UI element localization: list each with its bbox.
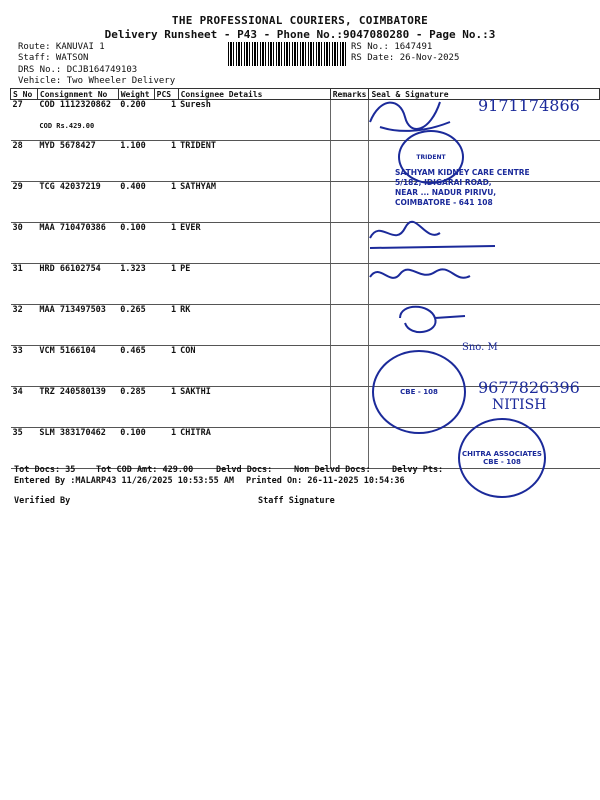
rs-number: RS No.: 1647491 [351,42,433,52]
cell-consignment: MAA 710470386 [37,223,118,264]
col-consignee: Consignee Details [178,89,330,100]
sathyam-stamp-line: SATHYAM KIDNEY CARE CENTRE [395,168,530,177]
delivery-points: Delvy Pts: [392,465,444,475]
drs-number: DRS No.: DCJB164749103 [18,65,138,75]
cell-sno: 28 [11,141,38,182]
cell-consignment: MAA 713497503 [37,305,118,346]
cell-weight: 0.285 [118,387,154,428]
cell-consignment: HRD 66102754 [37,264,118,305]
cell-remarks [330,141,369,182]
cell-weight: 0.465 [118,346,154,387]
cell-consignee: EVER [178,223,330,264]
cell-consignee: SATHYAM [178,182,330,223]
cell-remarks [330,305,369,346]
chitra-stamp-text: CHITRA ASSOCIATES [462,450,542,458]
cell-sno: 33 [11,346,38,387]
sathyam-stamp-line: NEAR ... NADUR PIRIVU, [395,188,497,197]
cell-remarks [330,387,369,428]
chitra-stamp-sub: CBE - 108 [483,458,521,466]
barcode-graphic [228,42,347,66]
cell-sno: 30 [11,223,38,264]
handwritten-phone-1: 9171174866 [478,96,580,115]
rs-date: RS Date: 26-Nov-2025 [351,53,460,63]
cell-consignee: Suresh [178,100,330,141]
signature-scribble [365,218,505,258]
cell-pcs: 1 [154,182,178,223]
col-weight: Weight [118,89,154,100]
vehicle-label: Vehicle: Two Wheeler Delivery [18,76,176,86]
cell-pcs: 1 [154,141,178,182]
cell-pcs: 1 [154,346,178,387]
cod-note: COD Rs.429.00 [39,122,95,130]
cell-weight: 1.100 [118,141,154,182]
handwritten-signature-33: Sno. M [462,342,498,353]
cell-consignee: CHITRA [178,428,330,469]
cell-weight: 0.100 [118,223,154,264]
cell-consignment: SLM 383170462 [37,428,118,469]
entered-by: Entered By :MALARP43 11/26/2025 10:53:55 AM [14,476,235,486]
cell-consignee: PE [178,264,330,305]
cell-consignment [37,100,118,141]
cell-sno: 31 [11,264,38,305]
cell-weight: 0.200 [118,100,154,141]
cell-weight: 0.100 [118,428,154,469]
handwritten-name: NITISH [492,397,547,413]
cell-remarks [330,428,369,469]
cell-remarks [330,182,369,223]
cell-consignment: MYD 5678427 [37,141,118,182]
cell-remarks [330,264,369,305]
round-company-stamp: CBE - 108 [372,350,466,434]
delivered-docs: Delvd Docs: [216,465,273,475]
total-cod-amount: Tot COD Amt: 429.00 [96,465,194,475]
cell-consignment: TCG 42037219 [37,182,118,223]
non-delivered-docs: Non Delvd Docs: [294,465,371,475]
table-row [11,305,600,346]
cell-consignee: RK [178,305,330,346]
sathyam-stamp-line: 5/182, IDIGARAI ROAD, [395,178,492,187]
consignment-no: COD 1112320862 [39,100,112,110]
col-seal: Seal & Signature [369,89,600,100]
col-consignment: Consignment No [37,89,118,100]
cell-weight: 0.265 [118,305,154,346]
cell-pcs: 1 [154,100,178,141]
cell-consignee: SAKTHI [178,387,330,428]
cell-consignment: TRZ 240580139 [37,387,118,428]
cell-weight: 0.400 [118,182,154,223]
cell-sno: 34 [11,387,38,428]
company-title: THE PROFESSIONAL COURIERS, COIMBATORE [171,14,429,27]
cell-pcs: 1 [154,223,178,264]
total-docs: Tot Docs: 35 [14,465,76,475]
verified-by-label: Verified By [14,496,71,506]
chitra-associates-stamp [458,418,546,498]
cell-consignee: TRIDENT [178,141,330,182]
signature-scribble [390,298,470,338]
table-row [11,223,600,264]
cell-pcs: 1 [154,264,178,305]
signature-scribble [360,92,460,137]
cell-remarks [330,223,369,264]
route-label: Route: KANUVAI 1 [18,42,105,52]
cell-weight: 1.323 [118,264,154,305]
sathyam-stamp-line: COIMBATORE - 641 108 [395,198,493,207]
handwritten-phone-2: 9677826396 [478,378,580,397]
cell-pcs: 1 [154,305,178,346]
cell-sno: 27 [11,100,38,141]
cell-pcs: 1 [154,387,178,428]
sathyam-stamp [395,168,555,208]
trident-stamp: TRIDENT [398,130,464,184]
col-sno: S No [11,89,38,100]
cell-consignment: VCM 5166104 [37,346,118,387]
col-pcs: PCS [154,89,178,100]
cell-sno: 32 [11,305,38,346]
cell-pcs: 1 [154,428,178,469]
cell-sno: 29 [11,182,38,223]
runsheet-subtitle: Delivery Runsheet - P43 - Phone No.:9047080280 - Page No.:3 [104,28,496,41]
cell-remarks [330,346,369,387]
staff-label: Staff: WATSON [18,53,89,63]
cell-sno: 35 [11,428,38,469]
printed-on: Printed On: 26-11-2025 10:54:36 [246,476,405,486]
col-remarks: Remarks [330,89,369,100]
table-row [11,264,600,305]
signature-scribble [365,262,475,292]
cell-consignee: CON [178,346,330,387]
staff-signature-label: Staff Signature [258,496,335,506]
